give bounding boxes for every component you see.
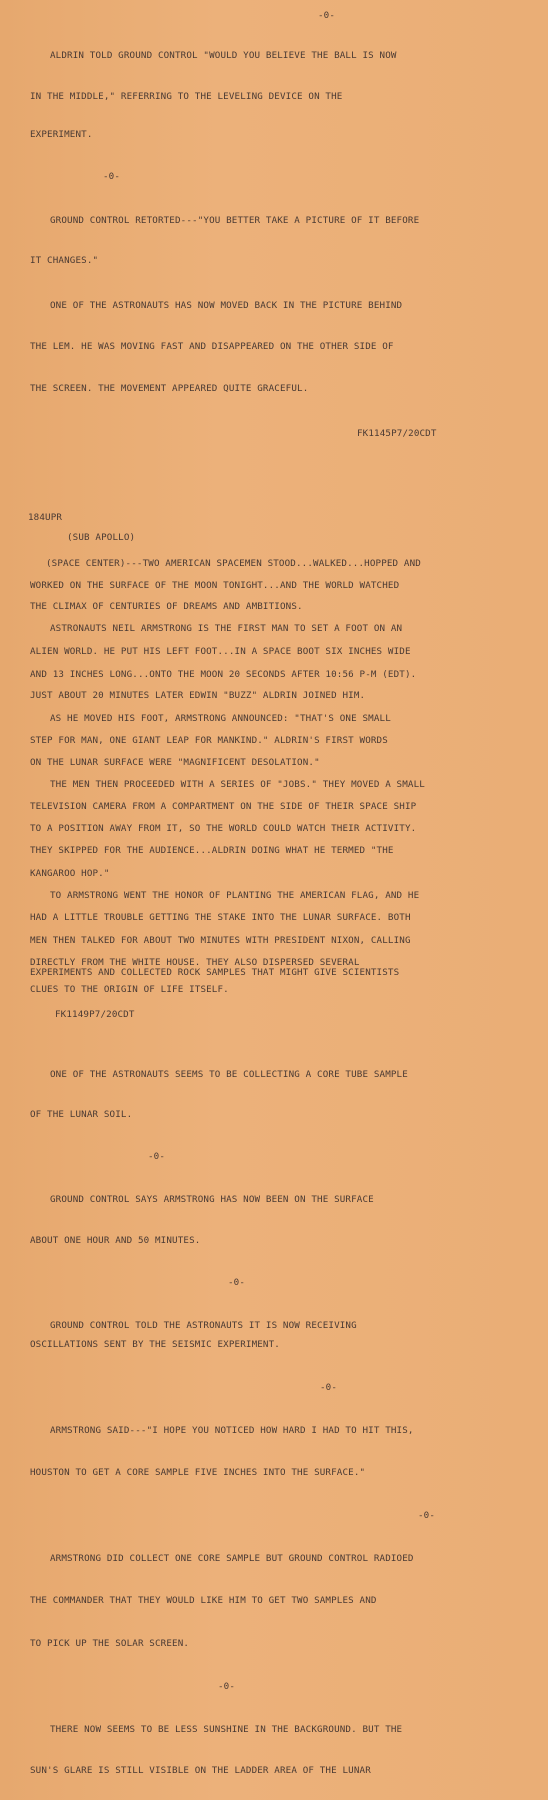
text-line: EXPERIMENTS AND COLLECTED ROCK SAMPLES THAT MIGHT GIVE SCIENTISTS — [30, 967, 400, 978]
text-line: ALDRIN TOLD GROUND CONTROL "WOULD YOU BELIEVE THE BALL IS NOW — [50, 50, 397, 61]
text-line: GROUND CONTROL TOLD THE ASTRONAUTS IT IS NOW RECEIVING — [50, 1320, 357, 1331]
text-line: IN THE MIDDLE," REFERRING TO THE LEVELING DEVICE ON THE — [30, 91, 343, 102]
text-line: TO ARMSTRONG WENT THE HONOR OF PLANTING THE AMERICAN FLAG, AND HE — [50, 890, 420, 901]
story-code: 184UPR — [28, 512, 63, 523]
text-line: EXPERIMENT. — [30, 129, 93, 140]
slug-line: FK1145P7/20CDT — [357, 428, 437, 439]
text-line: IT CHANGES." — [30, 255, 99, 266]
text-line: SUN'S GLARE IS STILL VISIBLE ON THE LADDER AREA OF THE LUNAR — [30, 1765, 371, 1776]
separator: -0- — [103, 171, 121, 182]
text-line: THE CLIMAX OF CENTURIES OF DREAMS AND AMBITIONS. — [30, 601, 303, 612]
text-line: CLUES TO THE ORIGIN OF LIFE ITSELF. — [30, 984, 229, 995]
text-line: MEN THEN TALKED FOR ABOUT TWO MINUTES WITH PRESIDENT NIXON, CALLING — [30, 935, 411, 946]
text-line: AS HE MOVED HIS FOOT, ARMSTRONG ANNOUNCED: "THAT'S ONE SMALL — [50, 713, 391, 724]
separator: -0- — [148, 1151, 166, 1162]
text-line: ABOUT ONE HOUR AND 50 MINUTES. — [30, 1235, 201, 1246]
story-sub: (SUB APOLLO) — [67, 532, 136, 543]
separator: -0- — [318, 10, 336, 21]
text-line: ARMSTRONG SAID---"I HOPE YOU NOTICED HOW HARD I HAD TO HIT THIS, — [50, 1425, 414, 1436]
text-line: (SPACE CENTER)---TWO AMERICAN SPACEMEN STOOD...WALKED...HOPPED AND — [46, 558, 421, 569]
text-line: ALIEN WORLD. HE PUT HIS LEFT FOOT...IN A SPACE BOOT SIX INCHES WIDE — [30, 646, 411, 657]
text-line: OSCILLATIONS SENT BY THE SEISMIC EXPERIMENT. — [30, 1339, 280, 1350]
text-line: HAD A LITTLE TROUBLE GETTING THE STAKE INTO THE LUNAR SURFACE. BOTH — [30, 912, 411, 923]
separator: -0- — [228, 1277, 246, 1288]
text-line: OF THE LUNAR SOIL. — [30, 1109, 133, 1120]
text-line: THE MEN THEN PROCEEDED WITH A SERIES OF "JOBS." THEY MOVED A SMALL — [50, 779, 425, 790]
text-line: TO PICK UP THE SOLAR SCREEN. — [30, 1638, 190, 1649]
separator: -0- — [218, 1681, 236, 1692]
text-line: HOUSTON TO GET A CORE SAMPLE FIVE INCHES INTO THE SURFACE." — [30, 1467, 366, 1478]
text-line: ARMSTRONG DID COLLECT ONE CORE SAMPLE BUT GROUND CONTROL RADIOED — [50, 1553, 414, 1564]
text-line: DIRECTLY FROM THE WHITE HOUSE. THEY ALSO DISPERSED SEVERAL — [30, 957, 360, 968]
text-line: ASTRONAUTS NEIL ARMSTRONG IS THE FIRST MAN TO SET A FOOT ON AN — [50, 623, 403, 634]
text-line: GROUND CONTROL SAYS ARMSTRONG HAS NOW BEEN ON THE SURFACE — [50, 1194, 374, 1205]
text-line: AND 13 INCHES LONG...ONTO THE MOON 20 SECONDS AFTER 10:56 P-M (EDT). — [30, 669, 417, 680]
text-line: THE COMMANDER THAT THEY WOULD LIKE HIM TO GET TWO SAMPLES AND — [30, 1595, 377, 1606]
text-line: TELEVISION CAMERA FROM A COMPARTMENT ON THE SIDE OF THEIR SPACE SHIP — [30, 801, 417, 812]
text-line: KANGAROO HOP." — [30, 868, 110, 879]
text-line: THE SCREEN. THE MOVEMENT APPEARED QUITE GRACEFUL. — [30, 383, 309, 394]
text-line: THEY SKIPPED FOR THE AUDIENCE...ALDRIN DOING WHAT HE TERMED "THE — [30, 845, 394, 856]
text-line: STEP FOR MAN, ONE GIANT LEAP FOR MANKIND." ALDRIN'S FIRST WORDS — [30, 735, 388, 746]
text-line: WORKED ON THE SURFACE OF THE MOON TONIGHT...AND THE WORLD WATCHED — [30, 580, 400, 591]
text-line: ONE OF THE ASTRONAUTS SEEMS TO BE COLLECTING A CORE TUBE SAMPLE — [50, 1069, 408, 1080]
text-line: ON THE LUNAR SURFACE WERE "MAGNIFICENT DESOLATION." — [30, 757, 320, 768]
slug-line: FK1149P7/20CDT — [55, 1009, 135, 1020]
text-line: THERE NOW SEEMS TO BE LESS SUNSHINE IN THE BACKGROUND. BUT THE — [50, 1724, 403, 1735]
separator: -0- — [418, 1510, 436, 1521]
text-line: ONE OF THE ASTRONAUTS HAS NOW MOVED BACK IN THE PICTURE BEHIND — [50, 300, 403, 311]
text-line: JUST ABOUT 20 MINUTES LATER EDWIN "BUZZ" ALDRIN JOINED HIM. — [30, 690, 366, 701]
separator: -0- — [320, 1382, 338, 1393]
text-line: THE LEM. HE WAS MOVING FAST AND DISAPPEARED ON THE OTHER SIDE OF — [30, 341, 394, 352]
text-line: TO A POSITION AWAY FROM IT, SO THE WORLD COULD WATCH THEIR ACTIVITY. — [30, 823, 417, 834]
text-line: GROUND CONTROL RETORTED---"YOU BETTER TAKE A PICTURE OF IT BEFORE — [50, 215, 420, 226]
